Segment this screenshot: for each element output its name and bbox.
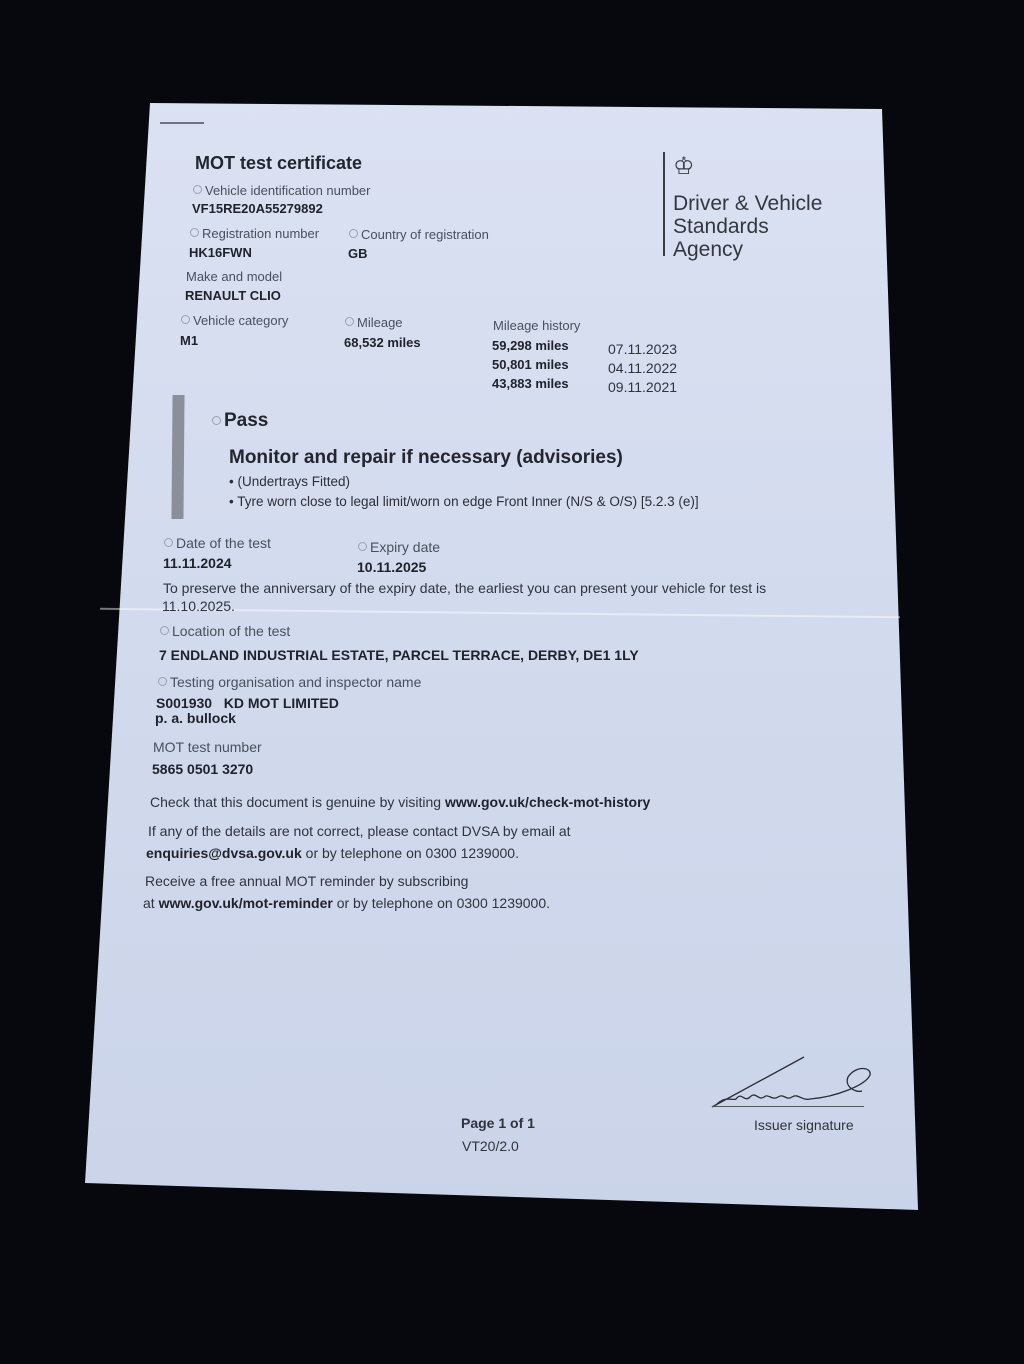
country-value: GB xyxy=(348,246,368,261)
mileage-history-date: 04.11.2022 xyxy=(608,360,678,376)
test-date-value: 11.11.2024 xyxy=(163,555,232,571)
field-number-icon xyxy=(160,626,169,635)
test-number-label: MOT test number xyxy=(153,739,262,755)
testing-org-value: S001930 KD MOT LIMITED xyxy=(156,695,339,711)
registration-label: Registration number xyxy=(190,226,319,241)
mileage-history-label: Mileage history xyxy=(493,318,581,333)
test-date-label: Date of the test xyxy=(164,535,271,551)
agency-line-2: Standards xyxy=(673,215,769,238)
location-label: Location of the test xyxy=(160,623,290,639)
vin-value: VF15RE20A55279892 xyxy=(192,201,323,216)
mileage-value: 68,532 miles xyxy=(344,335,421,350)
staple-mark xyxy=(160,122,204,124)
advisory-item: • Tyre worn close to legal limit/worn on edge Front Inner (N/S & O/S) [5.2.3 (e)] xyxy=(229,494,699,509)
field-number-icon xyxy=(193,185,202,194)
expiry-date-label: Expiry date xyxy=(358,539,440,555)
location-value: 7 ENDLAND INDUSTRIAL ESTATE, PARCEL TERRACE, DERBY, DE1 1LY xyxy=(159,647,639,663)
advisories-heading: Monitor and repair if necessary (advisories) xyxy=(229,447,623,468)
field-number-icon xyxy=(181,315,190,324)
page-title: MOT test certificate xyxy=(195,153,363,173)
mileage-history-date: 07.11.2023 xyxy=(608,341,678,357)
category-value: M1 xyxy=(180,333,199,348)
agency-line-1: Driver & Vehicle xyxy=(673,192,823,215)
field-number-icon xyxy=(345,317,354,326)
field-number-icon xyxy=(358,542,367,551)
page-number: Page 1 of 1 xyxy=(461,1115,535,1131)
agency-line-3: Agency xyxy=(673,238,744,261)
advisory-item: • (Undertrays Fitted) xyxy=(229,474,351,489)
inspector-name: p. a. bullock xyxy=(155,710,236,726)
field-number-icon xyxy=(190,228,199,237)
crest-icon: ♔ xyxy=(673,153,695,180)
test-number-value: 5865 0501 3270 xyxy=(152,761,254,777)
signature-line xyxy=(712,1106,864,1107)
agency-divider xyxy=(663,152,665,256)
mileage-history-miles: 50,801 miles xyxy=(492,357,569,372)
mileage-history-miles: 43,883 miles xyxy=(492,376,569,391)
signature-label: Issuer signature xyxy=(754,1117,854,1133)
mot-reminder-link[interactable]: www.gov.uk/mot-reminder xyxy=(158,895,333,911)
vin-label: Vehicle identification number xyxy=(193,183,371,198)
field-number-icon xyxy=(212,416,221,425)
contact-email-link[interactable]: enquiries@dvsa.gov.uk xyxy=(146,845,302,861)
field-number-icon xyxy=(158,677,167,686)
reminder-notice-line-2: at www.gov.uk/mot-reminder or by telephone on 0300 1239000. xyxy=(143,895,551,911)
check-mot-history-link[interactable]: www.gov.uk/check-mot-history xyxy=(444,794,651,810)
field-number-icon xyxy=(164,538,173,547)
registration-value: HK16FWN xyxy=(189,245,252,260)
expiry-date-value: 10.11.2025 xyxy=(357,559,427,575)
mileage-history-date: 09.11.2021 xyxy=(608,379,678,395)
earliest-test-date: 11.10.2025. xyxy=(162,598,235,614)
make-model-value: RENAULT CLIO xyxy=(185,288,281,303)
form-code: VT20/2.0 xyxy=(462,1138,519,1154)
mileage-label: Mileage xyxy=(345,315,403,330)
result-status: Pass xyxy=(212,410,268,432)
reminder-notice-line-1: Receive a free annual MOT reminder by subscribing xyxy=(145,873,469,889)
contact-notice-line-2: enquiries@dvsa.gov.uk or by telephone on 0300 1239000. xyxy=(146,845,519,861)
country-label: Country of registration xyxy=(349,227,489,242)
mileage-history-miles: 59,298 miles xyxy=(492,338,569,353)
contact-notice-line-1: If any of the details are not correct, please contact DVSA by email at xyxy=(148,823,571,839)
result-indicator-bar xyxy=(171,395,184,519)
make-model-label: Make and model xyxy=(186,269,283,284)
anniversary-note: To preserve the anniversary of the expiry date, the earliest you can present your vehicle for test is xyxy=(163,580,767,596)
authenticity-notice: Check that this document is genuine by visiting www.gov.uk/check-mot-history xyxy=(150,794,651,810)
field-number-icon xyxy=(349,229,358,238)
agency-name xyxy=(673,192,873,261)
category-label: Vehicle category xyxy=(181,313,288,328)
testing-org-label: Testing organisation and inspector name xyxy=(158,674,421,690)
